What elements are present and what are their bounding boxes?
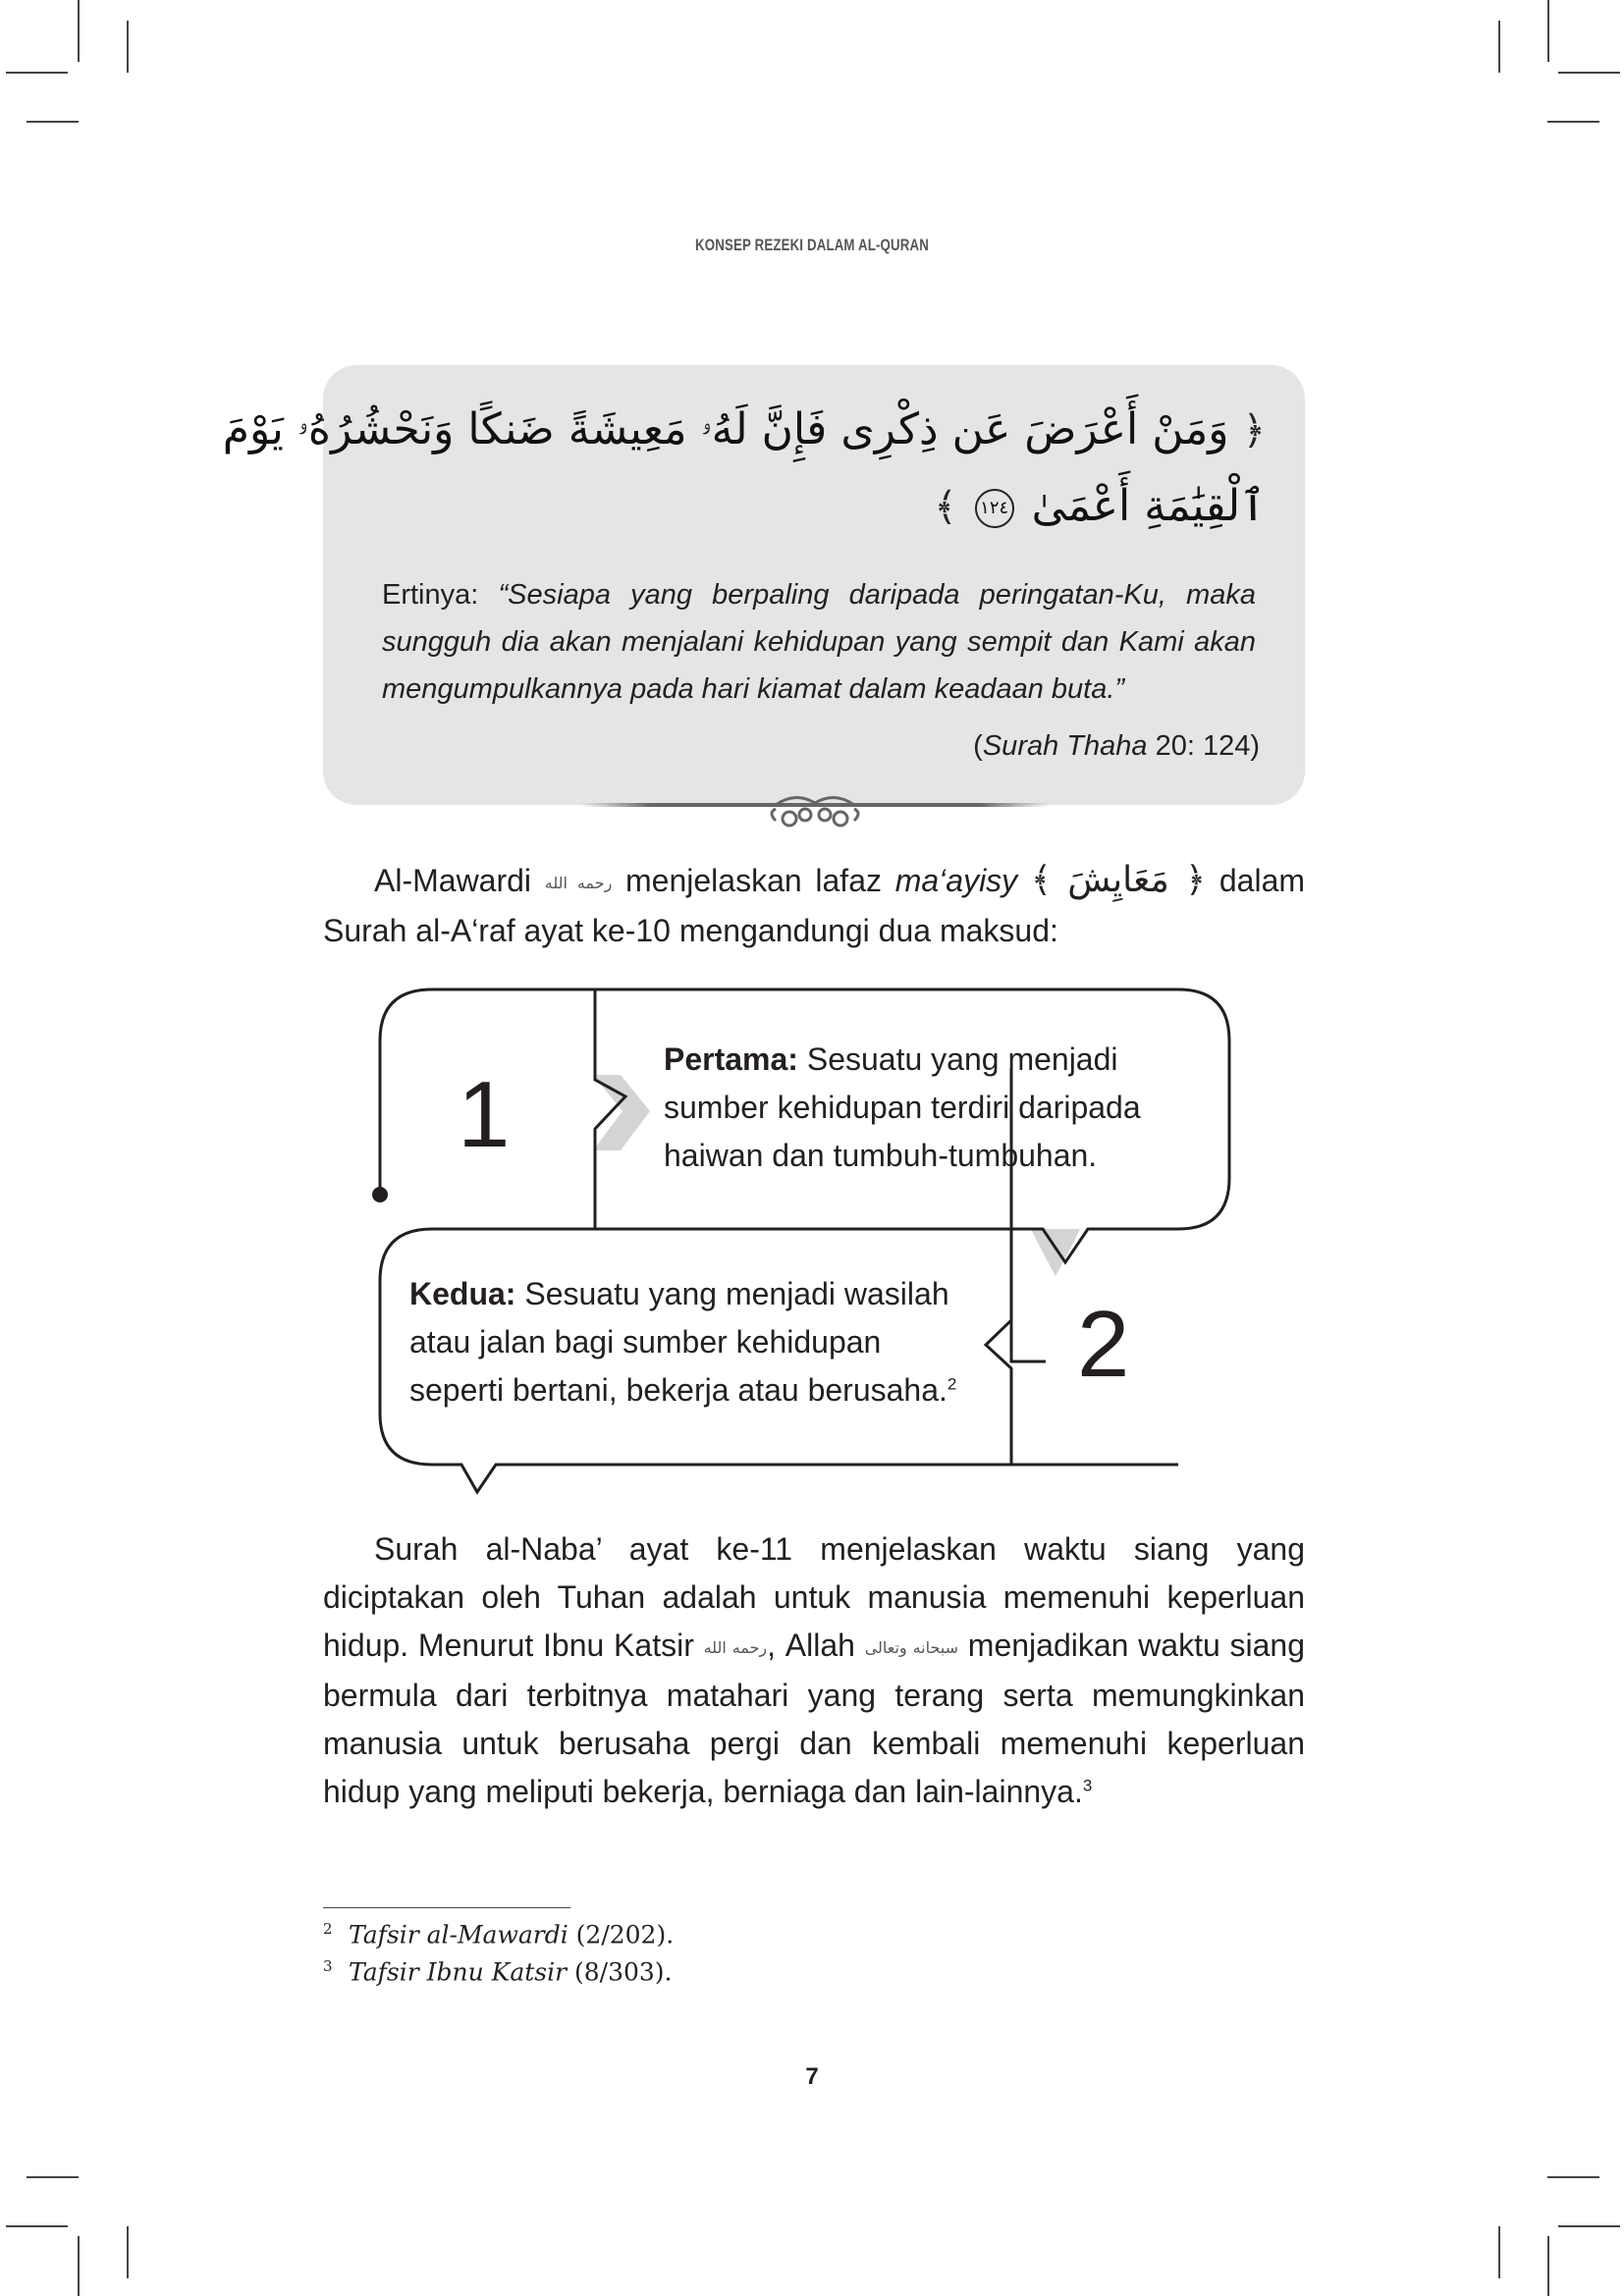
text: , Allah [767,1628,865,1663]
arabic-verse-line-1 [223,404,1266,454]
ornament-open-icon: ﴿ [1242,408,1266,454]
crop-mark [78,2236,80,2296]
source-ref: 20: 124) [1147,730,1260,762]
verse-source [973,730,1260,763]
footnote-ref[interactable]: 3 [1082,1776,1093,1795]
honorific-icon: سبحانه وتعالى [864,1638,959,1658]
crop-mark [1498,2226,1500,2278]
crop-mark [1498,21,1500,73]
term-italic: ma‘ayisy [894,863,1018,898]
crop-mark [1547,2176,1599,2178]
crop-mark [6,72,68,74]
item-body: Sesuatu yang menjadi wasilah atau jalan bagi sumber kehidupan seperti bertani, bekerja atau berusaha. [409,1276,949,1408]
source-surah: Surah Thaha [982,730,1148,762]
crop-mark [127,2226,129,2278]
footnote-title: Tafsir al-Mawardi [349,1920,568,1949]
crop-mark [27,2176,79,2178]
item-label: Pertama: [664,1041,798,1077]
text: dalam Surah al-A‘raf ayat ke-10 mengandungi dua maksud: [323,863,1306,949]
footnote-ref[interactable]: 2 [947,1374,957,1394]
footnote-title: Tafsir Ibnu Katsir [349,1957,568,1987]
crop-mark [1558,2225,1620,2227]
paragraph-al-mawardi [323,856,1305,955]
item-number-2: 2 [1077,1292,1130,1397]
translation-label: Ertinya: [382,579,479,611]
ornament-close-icon: ﴾ [934,485,957,530]
item-label: Kedua: [409,1276,516,1311]
crop-mark [127,21,129,73]
arabic-term: ﴿ مَعَايِشَ ﴾ [1030,860,1207,900]
footnote [323,1920,674,1949]
verse-translation [382,571,1256,713]
honorific-icon: رحمه الله [544,874,613,893]
text: menjelaskan lafaz [612,863,895,898]
arabic-verse-line-2 [934,481,1266,531]
two-meanings-diagram [363,982,1247,1531]
item-body: Sesuatu yang menjadi sumber kehidupan terdiri daripada haiwan dan tumbuh-tumbuhan. [664,1041,1141,1173]
arabic-text: ٱلْقِيَٰمَةِ أَعْمَىٰ [1031,481,1266,531]
crop-mark [1547,2236,1549,2296]
footnote-number: 2 [323,1920,333,1938]
honorific-icon: رحمه الله [703,1638,768,1658]
footnote [323,1957,673,1986]
text: Surah al-Naba’ ayat ke-11 menjelaskan waktu siang yang diciptakan oleh Tuhan adalah untuk manusia memenuhi keperluan hidup. Menurut Ibnu Katsir [323,1531,1305,1663]
crop-mark [1558,72,1620,74]
item-text-kedua [409,1270,979,1415]
running-head: KONSEP REZEKI DALAM AL-QURAN [695,236,929,254]
arabic-text: وَمَنْ أَعْرَضَ عَن ذِكْرِى فَإِنَّ لَهُۥ مَعِيشَةً ضَنكًا وَنَحْشُرُهُۥ يَوْمَ [222,404,1229,454]
footnote-number: 3 [323,1957,333,1975]
item-number-1: 1 [458,1062,511,1167]
crop-mark [78,0,80,62]
ayah-number-badge: ١٢٤ [975,489,1014,528]
crop-mark [6,2225,68,2227]
text: menjadikan waktu siang bermula dari terbitnya matahari yang terang serta memungkinkan manusia untuk berusaha pergi dan kembali memenuhi keperluan hidup yang meliputi bekerja, berniaga dan lain-lainnya. [323,1628,1306,1810]
translation-text: “Sesiapa yang berpaling daripada peringatan-Ku, maka sungguh dia akan menjalani kehidupan yang sempit dan Kami akan mengumpulkannya pada hari kiamat dalam keadaan buta.” [382,579,1257,705]
chevron-right-icon [593,1075,650,1150]
footnote-ref-text: (8/303). [567,1957,673,1987]
quran-verse-box [222,365,1305,805]
footnote-ref-text: (2/202). [568,1920,675,1949]
footnote-divider [323,1907,570,1908]
crop-mark [1547,0,1549,62]
paragraph-al-naba [323,1525,1305,1816]
divider-ornament-icon [579,785,1051,834]
crop-mark [27,121,79,123]
crop-mark [1547,121,1599,123]
item-text-pertama [664,1036,1194,1180]
source-prefix: ( [973,730,983,762]
text: Al-Mawardi [374,863,532,898]
page-number: 7 [805,2063,819,2090]
